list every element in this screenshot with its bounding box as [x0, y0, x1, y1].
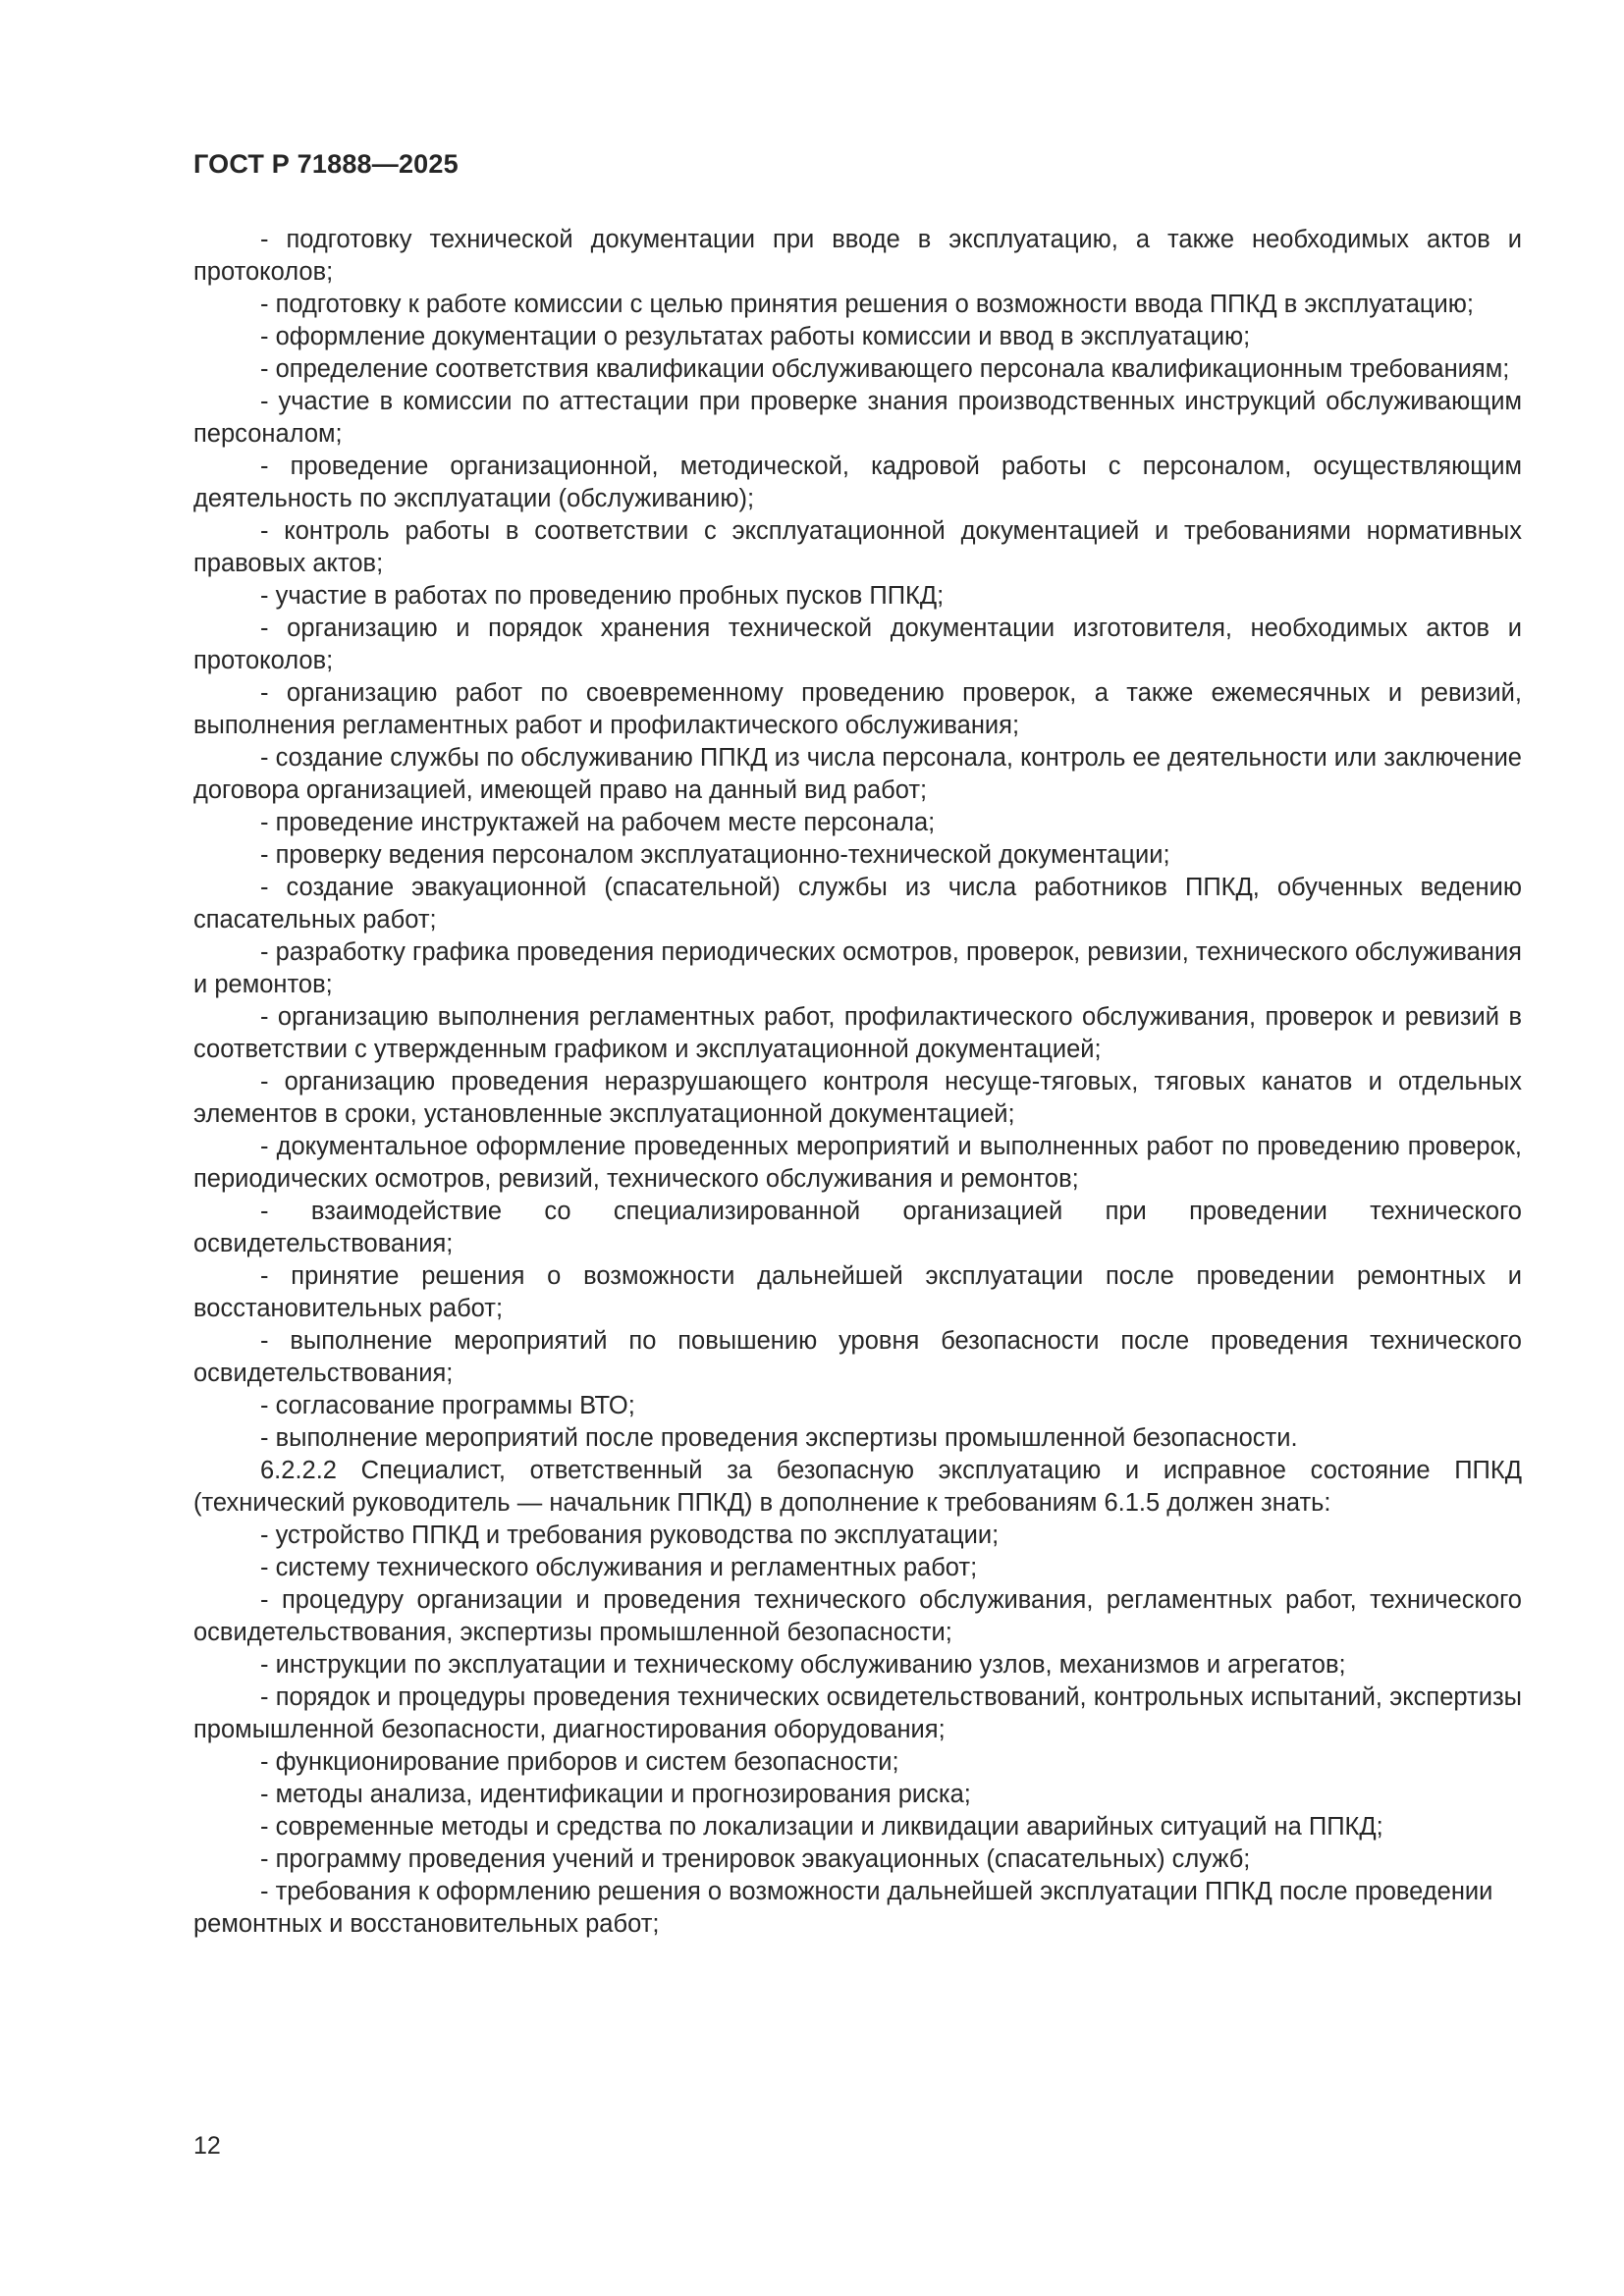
paragraph: - создание службы по обслуживанию ППКД из числа персонала, контроль ее деятельности или заключение договора организацией, имеющей право на данный вид работ;	[193, 744, 1522, 804]
paragraph: - подготовку к работе комиссии с целью принятия решения о возможности ввода ППКД в эксплуатацию;	[260, 291, 1474, 318]
document-code-header: ГОСТ Р 71888—2025	[193, 149, 459, 179]
paragraph: - проверку ведения персоналом эксплуатационно-технической документации;	[260, 841, 1170, 869]
paragraph: - документальное оформление проведенных мероприятий и выполненных работ по проведению проверок, периодических осмотров, ревизий, технического обслуживания и ремонтов;	[193, 1133, 1522, 1193]
paragraph: - подготовку технической документации при вводе в эксплуатацию, а также необходимых актов и протоколов;	[193, 226, 1522, 286]
paragraph: - систему технического обслуживания и регламентных работ;	[260, 1554, 978, 1581]
paragraph: - проведение организационной, методической, кадровой работы с персоналом, осуществляющим деятельность по эксплуатации (обслуживанию);	[193, 453, 1522, 512]
paragraph: - организацию работ по своевременному проведению проверок, а также ежемесячных и ревизий, выполнения регламентных работ и профилактического обслуживания;	[193, 679, 1522, 739]
paragraph: - контроль работы в соответствии с эксплуатационной документацией и требованиями нормативных правовых актов;	[193, 517, 1522, 577]
paragraph: - взаимодействие со специализированной организацией при проведении технического освидетельствования;	[193, 1198, 1522, 1257]
paragraph: - устройство ППКД и требования руководства по эксплуатации;	[260, 1522, 1000, 1549]
paragraph: - определение соответствия квалификации обслуживающего персонала квалификационным требованиям;	[260, 355, 1510, 383]
paragraph: - участие в комиссии по аттестации при проверке знания производственных инструкций обслуживающим персоналом;	[193, 388, 1522, 448]
paragraph: - требования к оформлению решения о возможности дальнейшей эксплуатации ППКД после проведении ремонтных и восстановительных работ;	[193, 1878, 1493, 1938]
paragraph: - принятие решения о возможности дальнейшей эксплуатации после проведении ремонтных и восстановительных работ;	[193, 1262, 1522, 1322]
paragraph: - современные методы и средства по локализации и ликвидации аварийных ситуаций на ППКД;	[260, 1813, 1383, 1841]
section-paragraph: 6.2.2.2 Специалист, ответственный за безопасную эксплуатацию и исправное состояние ППКД (технический руководитель — начальник ППКД) в дополнение к требованиям 6.1.5 должен знать:	[193, 1457, 1522, 1517]
paragraph: - процедуру организации и проведения технического обслуживания, регламентных работ, технического освидетельствования, экспертизы промышленной безопасности;	[193, 1586, 1522, 1646]
paragraph: - организацию выполнения регламентных работ, профилактического обслуживания, проверок и ревизий в соответствии с утвержденным графиком и эксплуатационной документацией;	[193, 1003, 1522, 1063]
paragraph: - инструкции по эксплуатации и техническому обслуживанию узлов, механизмов и агрегатов;	[260, 1651, 1346, 1679]
paragraph: - методы анализа, идентификации и прогнозирования риска;	[260, 1781, 971, 1808]
document-body	[193, 224, 1522, 1941]
paragraph: - порядок и процедуры проведения технических освидетельствований, контрольных испытаний, экспертизы промышленной безопасности, диагностирования оборудования;	[193, 1683, 1522, 1743]
paragraph: - проведение инструктажей на рабочем месте персонала;	[260, 809, 936, 836]
paragraph: - выполнение мероприятий после проведения экспертизы промышленной безопасности.	[260, 1424, 1298, 1452]
paragraph: - организацию проведения неразрушающего контроля несуще-тяговых, тяговых канатов и отдельных элементов в сроки, установленные эксплуатационной документацией;	[193, 1068, 1522, 1128]
paragraph: - разработку графика проведения периодических осмотров, проверок, ревизии, технического обслуживания и ремонтов;	[193, 938, 1522, 998]
page-number: 12	[193, 2132, 221, 2160]
paragraph: - согласование программы ВТО;	[260, 1392, 635, 1419]
paragraph: - участие в работах по проведению пробных пусков ППКД;	[260, 582, 945, 610]
paragraph: - организацию и порядок хранения технической документации изготовителя, необходимых актов и протоколов;	[193, 614, 1522, 674]
paragraph: - выполнение мероприятий по повышению уровня безопасности после проведения технического освидетельствования;	[193, 1327, 1522, 1387]
paragraph: - создание эвакуационной (спасательной) службы из числа работников ППКД, обученных ведению спасательных работ;	[193, 874, 1522, 934]
paragraph: - функционирование приборов и систем безопасности;	[260, 1748, 899, 1776]
paragraph: - оформление документации о результатах работы комиссии и ввод в эксплуатацию;	[260, 323, 1251, 350]
paragraph: - программу проведения учений и тренировок эвакуационных (спасательных) служб;	[260, 1845, 1251, 1873]
